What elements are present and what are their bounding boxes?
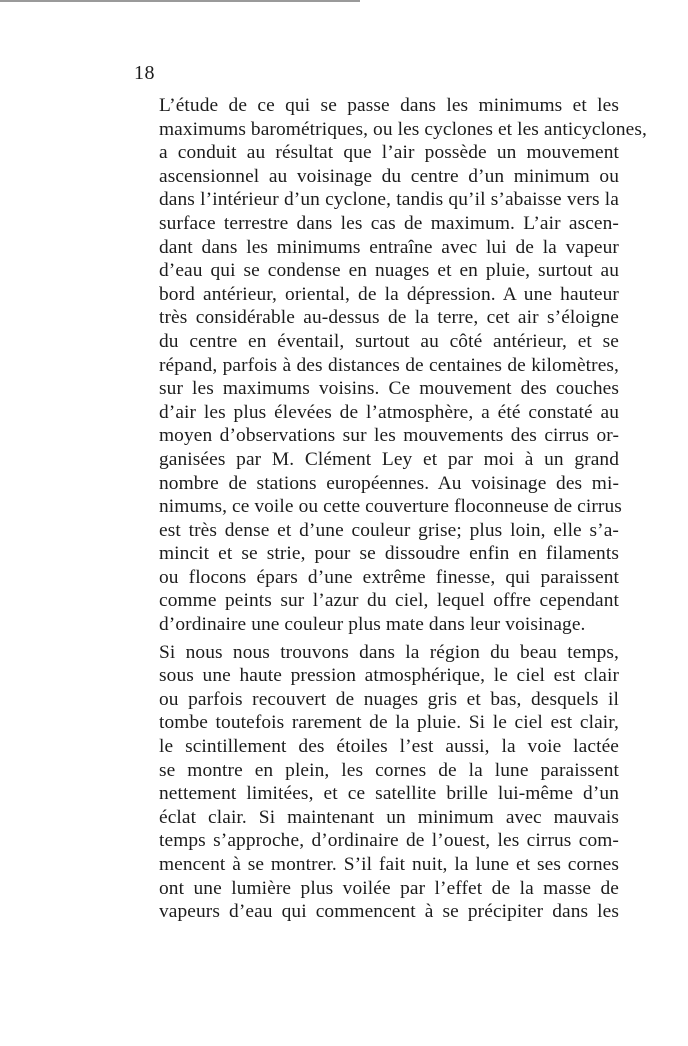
page-number: 18 [134, 62, 155, 84]
body-text [121, 94, 647, 924]
text-line: comme peints sur l’azur du ciel, lequel offre cependant [159, 590, 619, 612]
text-line: surface terrestre dans les cas de maximum. L’air ascen- [159, 212, 619, 234]
text-line: mencent à se montrer. S’il fait nuit, la lune et ses cornes [159, 854, 619, 875]
text-line: L’étude de ce qui se passe dans les minimums et les [159, 95, 619, 116]
text-line: ascensionnel au voisinage du centre d’un minimum ou [159, 165, 619, 187]
text-line: mincit et se strie, pour se dissoudre enfin en filaments [159, 543, 619, 565]
text-line: nombre de stations européennes. Au voisinage des mi- [159, 472, 619, 494]
text-line: tombe toutefois rarement de la pluie. Si le ciel est clair, [159, 712, 619, 734]
text-line: se montre en plein, les cornes de la lune paraissent [159, 759, 619, 781]
text-line: nimums, ce voile ou cette couverture floconneuse de cirrus [159, 496, 622, 518]
text-line: ou parfois recouvert de nuages gris et bas, desquels il [159, 688, 619, 710]
paragraph-1 [121, 94, 647, 637]
text-line: nettement limitées, et ce satellite brille lui-même d’un [159, 783, 619, 805]
text-line: maximums barométriques, ou les cyclones et les anticyclones, [159, 118, 647, 140]
text-line: dans l’intérieur d’un cyclone, tandis qu’il s’abaisse vers la [159, 189, 619, 211]
text-line: très considérable au-dessus de la terre, cet air s’éloigne [159, 307, 619, 329]
text-line: ont une lumière plus voilée par l’effet de la masse de [159, 877, 619, 899]
text-line: vapeurs d’eau qui commencent à se précipiter dans les [159, 901, 619, 923]
text-line: moyen d’observations sur les mouvements des cirrus or- [159, 425, 619, 447]
text-line: sous une haute pression atmosphérique, le ciel est clair [159, 665, 619, 687]
text-line: ou flocons épars d’une extrême finesse, qui paraissent [159, 566, 619, 588]
text-line: est très dense et d’une couleur grise; plus loin, elle s’a- [159, 519, 619, 541]
text-line: éclat clair. Si maintenant un minimum avec mauvais [159, 806, 619, 828]
paragraph-2 [121, 641, 619, 924]
text-line: d’air les plus élevées de l’atmosphère, a été constaté au [159, 401, 619, 423]
text-line: a conduit au résultat que l’air possède un mouvement [159, 142, 619, 164]
text-line: dant dans les minimums entraîne avec lui de la vapeur [159, 236, 619, 258]
text-line: Si nous nous trouvons dans la région du beau temps, [159, 641, 619, 663]
text-line: du centre en éventail, surtout au côté antérieur, et se [159, 330, 619, 352]
text-line: le scintillement des étoiles l’est aussi, la voie lactée [159, 736, 619, 758]
text-line: bord antérieur, oriental, de la dépression. A une hauteur [159, 283, 619, 305]
text-line: ganisées par M. Clément Ley et par moi à un grand [159, 448, 619, 470]
text-line: d’ordinaire une couleur plus mate dans leur voisinage. [159, 614, 586, 636]
text-line: sur les maximums voisins. Ce mouvement des couches [159, 378, 619, 400]
page-top-rule [0, 0, 360, 2]
text-line: répand, parfois à des distances de centaines de kilomètres, [159, 354, 619, 376]
text-line: temps s’approche, d’ordinaire de l’ouest, les cirrus com- [159, 830, 619, 852]
text-line: d’eau qui se condense en nuages et en pluie, surtout au [159, 260, 619, 282]
